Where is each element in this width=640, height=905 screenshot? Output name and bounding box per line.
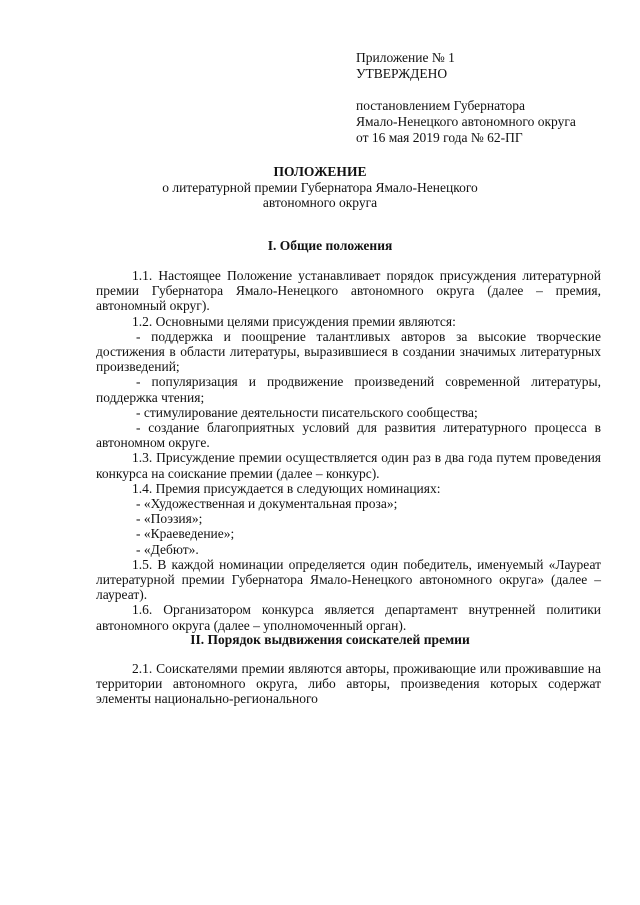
document-title-block — [60, 164, 580, 210]
paragraph-1-5: 1.5. В каждой номинации определяется один победитель, именуемый «Лауреат литературной премии Губернатора Ямало-Ненецкого автономного округа» (далее – лауреат). — [96, 556, 601, 603]
goal-item: - стимулирование деятельности писательского сообщества; — [136, 404, 478, 420]
goal-item: - создание благоприятных условий для развития литературного процесса в автономном округе. — [96, 420, 601, 451]
paragraph-1-6: 1.6. Организатором конкурса является департамент внутренней политики автономного округа (далее – уполномоченный орган). — [96, 602, 601, 633]
paragraph-2-1: 2.1. Соискателями премии являются авторы, проживающие или проживавшие на территории автономного округа, либо авторы, произведения которых содержат элементы национально-регионального — [96, 661, 601, 707]
goal-item: - поддержка и поощрение талантливых авторов за высокие творческие достижения в области литературы, выразившиеся в создании значимых литературных произведений; — [96, 328, 601, 375]
document-title: ПОЛОЖЕНИЕ — [273, 164, 367, 179]
appendix-number: Приложение № 1 — [356, 50, 455, 65]
paragraph-1-4: 1.4. Премия присуждается в следующих номинациях: — [132, 480, 441, 496]
nomination-item: - «Художественная и документальная проза»; — [136, 496, 398, 512]
decree-line: постановлением Губернатора — [356, 98, 525, 113]
paragraph-1-2: 1.2. Основными целями присуждения премии являются: — [132, 313, 456, 329]
nomination-item: - «Дебют». — [136, 541, 199, 557]
section-2-body — [96, 661, 601, 707]
approval-stamp — [356, 50, 576, 146]
approved-label: УТВЕРЖДЕНО — [356, 66, 448, 81]
section-1-heading: I. Общие положения — [267, 238, 393, 253]
document-subtitle-line-1: о литературной премии Губернатора Ямало-Ненецкого — [162, 180, 478, 195]
goal-item: - популяризация и продвижение произведений современной литературы, поддержка чтения; — [96, 374, 601, 405]
section-2-heading: II. Порядок выдвижения соискателей премии — [190, 632, 470, 647]
section-1-body — [96, 268, 601, 633]
document-subtitle-line-2: автономного округа — [262, 195, 378, 210]
paragraph-1-1: 1.1. Настоящее Положение устанавливает порядок присуждения литературной премии Губернатора Ямало-Ненецкого автономного округа (далее – премия, автономный округ). — [96, 268, 601, 314]
region-line: Ямало-Ненецкого автономного округа — [356, 114, 576, 129]
nomination-item: - «Поэзия»; — [136, 511, 203, 527]
paragraph-1-3: 1.3. Присуждение премии осуществляется один раз в два года путем проведения конкурса на соискание премии (далее – конкурс). — [96, 450, 601, 481]
decree-date: от 16 мая 2019 года № 62-ПГ — [356, 130, 523, 145]
nomination-item: - «Краеведение»; — [136, 526, 235, 542]
